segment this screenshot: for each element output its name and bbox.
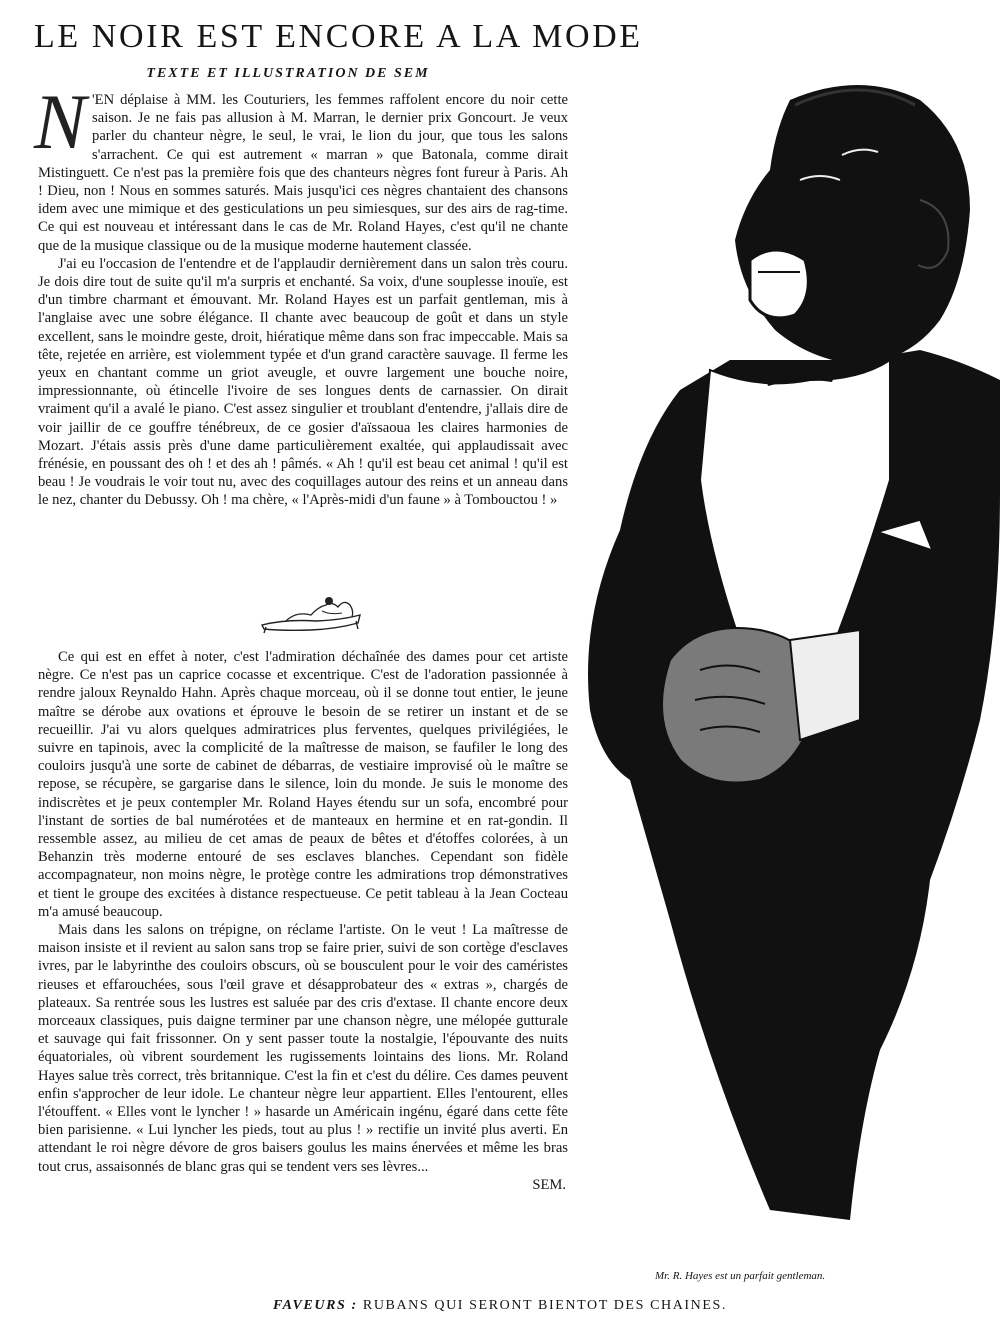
article-paragraph-1: [34, 78, 568, 255]
article-paragraph-2: J'ai eu l'occasion de l'entendre et de l'applaudir dernièrement dans un salon très couru. Je dois dire tout de suite qu'il m'a surpris et enchanté. Sa voix, d'une souplesse inouïe, est d'un timbre charmant et émouvant. Mr. Roland Hayes est un parfait gentleman, mis à l'anglaise avec une sobre élégance. Il chante avec beaucoup de goût et dans un style excellent, sans le moindre geste, droit, hiératique même dans son frac impeccable. Mais sa tête, rejetée en arrière, est violemment typée et d'un grand caractère sauvage. Il ferme les yeux en chantant comme un griot aveugle, et ouvre largement une bouche noire, impressionnante, où étincelle l'ivoire de ses longues dents de carnassier. On dirait vraiment qu'il a avalé le piano. C'est assez singulier et troublant d'entendre, j'allais dire de voir jaillir de ce gouffre ténébreux, de ce gosier d'aïssaoua les claires harmonies de Mozart. J'étais assis près d'une dame particulièrement exaltée, qui applaudissait avec frénésie, en poussant des oh ! et des ah ! pâmés. « Ah ! qu'il est beau cet animal ! qu'il est beau ! Je voudrais le voir tout nu, avec des coquillages autour des reins et un anneau dans le nez, chanter du Debussy. Oh ! ma chère, « l'Après-midi d'un faune » à Tombouctou ! »: [38, 255, 568, 509]
illustration-caption: Mr. R. Hayes est un parfait gentleman.: [655, 1270, 826, 1282]
author-signature: SEM.: [532, 1176, 566, 1193]
footer-text: RUBANS QUI SERONT BIENTOT DES CHAINES.: [362, 1298, 728, 1313]
paragraph-text: 'EN déplaise à MM. les Couturiers, les femmes raffolent encore du noir cette saison. Je ne fais pas allusion à M. Marran, le dernier prix Goncourt. Je veux parler du chanteur nègre, le seul, le vrai, le lion du jour, que tous les salons s'arrachent. Ce qui est autrement « marran » que Batonala, comme dirait Mistinguett. Ce n'est pas la première fois que des chanteurs nègres font fureur à Paris. Ah ! Dieu, non ! Nous en sommes saturés. Mais jusqu'ici ces nègres chantaient des chansons idem avec une mimique et des gesticulations un peu simiesques, sur des airs de rag-time. Ce qui est nouveau et intéressant dans le cas de Mr. Roland Hayes, c'est qu'il ne chante que de la musique classique ou de la musique moderne hautement classée.: [38, 92, 568, 254]
page-footer: [0, 1298, 1000, 1314]
byline: TEXTE ET ILLUSTRATION DE SEM: [146, 66, 430, 81]
drop-cap: N: [34, 78, 87, 165]
article-column-bottom: [38, 648, 568, 1194]
sofa-vignette-illustration: [256, 585, 366, 635]
page-title: LE NOIR EST ENCORE A LA MODE: [34, 18, 643, 55]
article-paragraph-3: Ce qui est en effet à noter, c'est l'admiration déchaînée des dames pour cet artiste nègre. Ce n'est pas un caprice cocasse et excentrique. C'est de l'adoration passionnée à rendre jaloux Reynaldo Hahn. Après chaque morceau, où il se donne tout entier, le jeune maître se dérobe aux ovations et éprouve le besoin de se retirer un instant et de se recueillir. J'ai vu alors quelques admiratrices plus ferventes, quelques privilégiées, le suivre en tapinois, avec la complicité de la maîtresse de maison, se faufiler le long des couloirs jusqu'à une sorte de cabinet de débarras, de vestiaire improvisé où le maître se repose, se récupère, se gargarise dans le silence, loin du monde. Je suis le monome des indiscrètes et je peux contempler Mr. Roland Hayes étendu sur un sofa, encombré pour l'instant de sorties de bal numérotées et de manteaux en hermine et en rat-gondin. Il ressemble assez, au milieu de cet amas de peaux de bêtes et d'étoffes colorées, à un Behanzin très moderne entouré de ses esclaves blanches. Cependant son fidèle accompagnateur, non moins nègre, le protège contre les admirations trop démonstratives et tient le groupe des excitées à distance respectueuse. Ce petit tableau à la Jean Cocteau m'a amusé beaucoup.: [38, 649, 568, 920]
footer-lead: FAVEURS :: [272, 1298, 358, 1313]
article-paragraph-4: Mais dans les salons on trépigne, on réclame l'artiste. On le veut ! La maîtresse de maison insiste et il revient au salon sans trop se faire prier, suivi de son cortège d'esclaves ivres, par le labyrinthe des couloirs obscurs, où se bousculent pour le voir des caméristes rieuses et effarouchées, sous l'œil grave et désapprobateur des « extras », chargés de plateaux. Sa rentrée sous les lustres est saluée par des cris d'extase. Il chante encore deux morceaux classiques, puis daigne terminer par une chanson nègre, une mélopée gutturale et sauvage qui fait frissonner. On y sent passer toute la nostalgie, l'épouvante des nuits équatoriales, où vibrent sourdement les rugissements lointains des lions. Mr. Roland Hayes salue très correct, très britannique. C'est la fin et c'est du délire. Ces dames peuvent enfin s'approcher de leur idole. Le chanteur nègre leur appartient. Elles l'entourent, elles l'étouffent. « Elles vont le lyncher ! » hasarde un Américain ingénu, égaré dans cette fête bien parisienne. « Lui lyncher les pieds, tout au plus ! » rectifie un invité plus averti. En attendant le roi nègre dévore de gros baisers goulus les mains énervées et même les bras tout crus, assaisonnés de blanc gras qui se tendent vers ses lèvres...: [38, 922, 568, 1175]
singer-portrait-illustration: [560, 60, 1000, 1265]
article-column-top: [34, 78, 568, 510]
